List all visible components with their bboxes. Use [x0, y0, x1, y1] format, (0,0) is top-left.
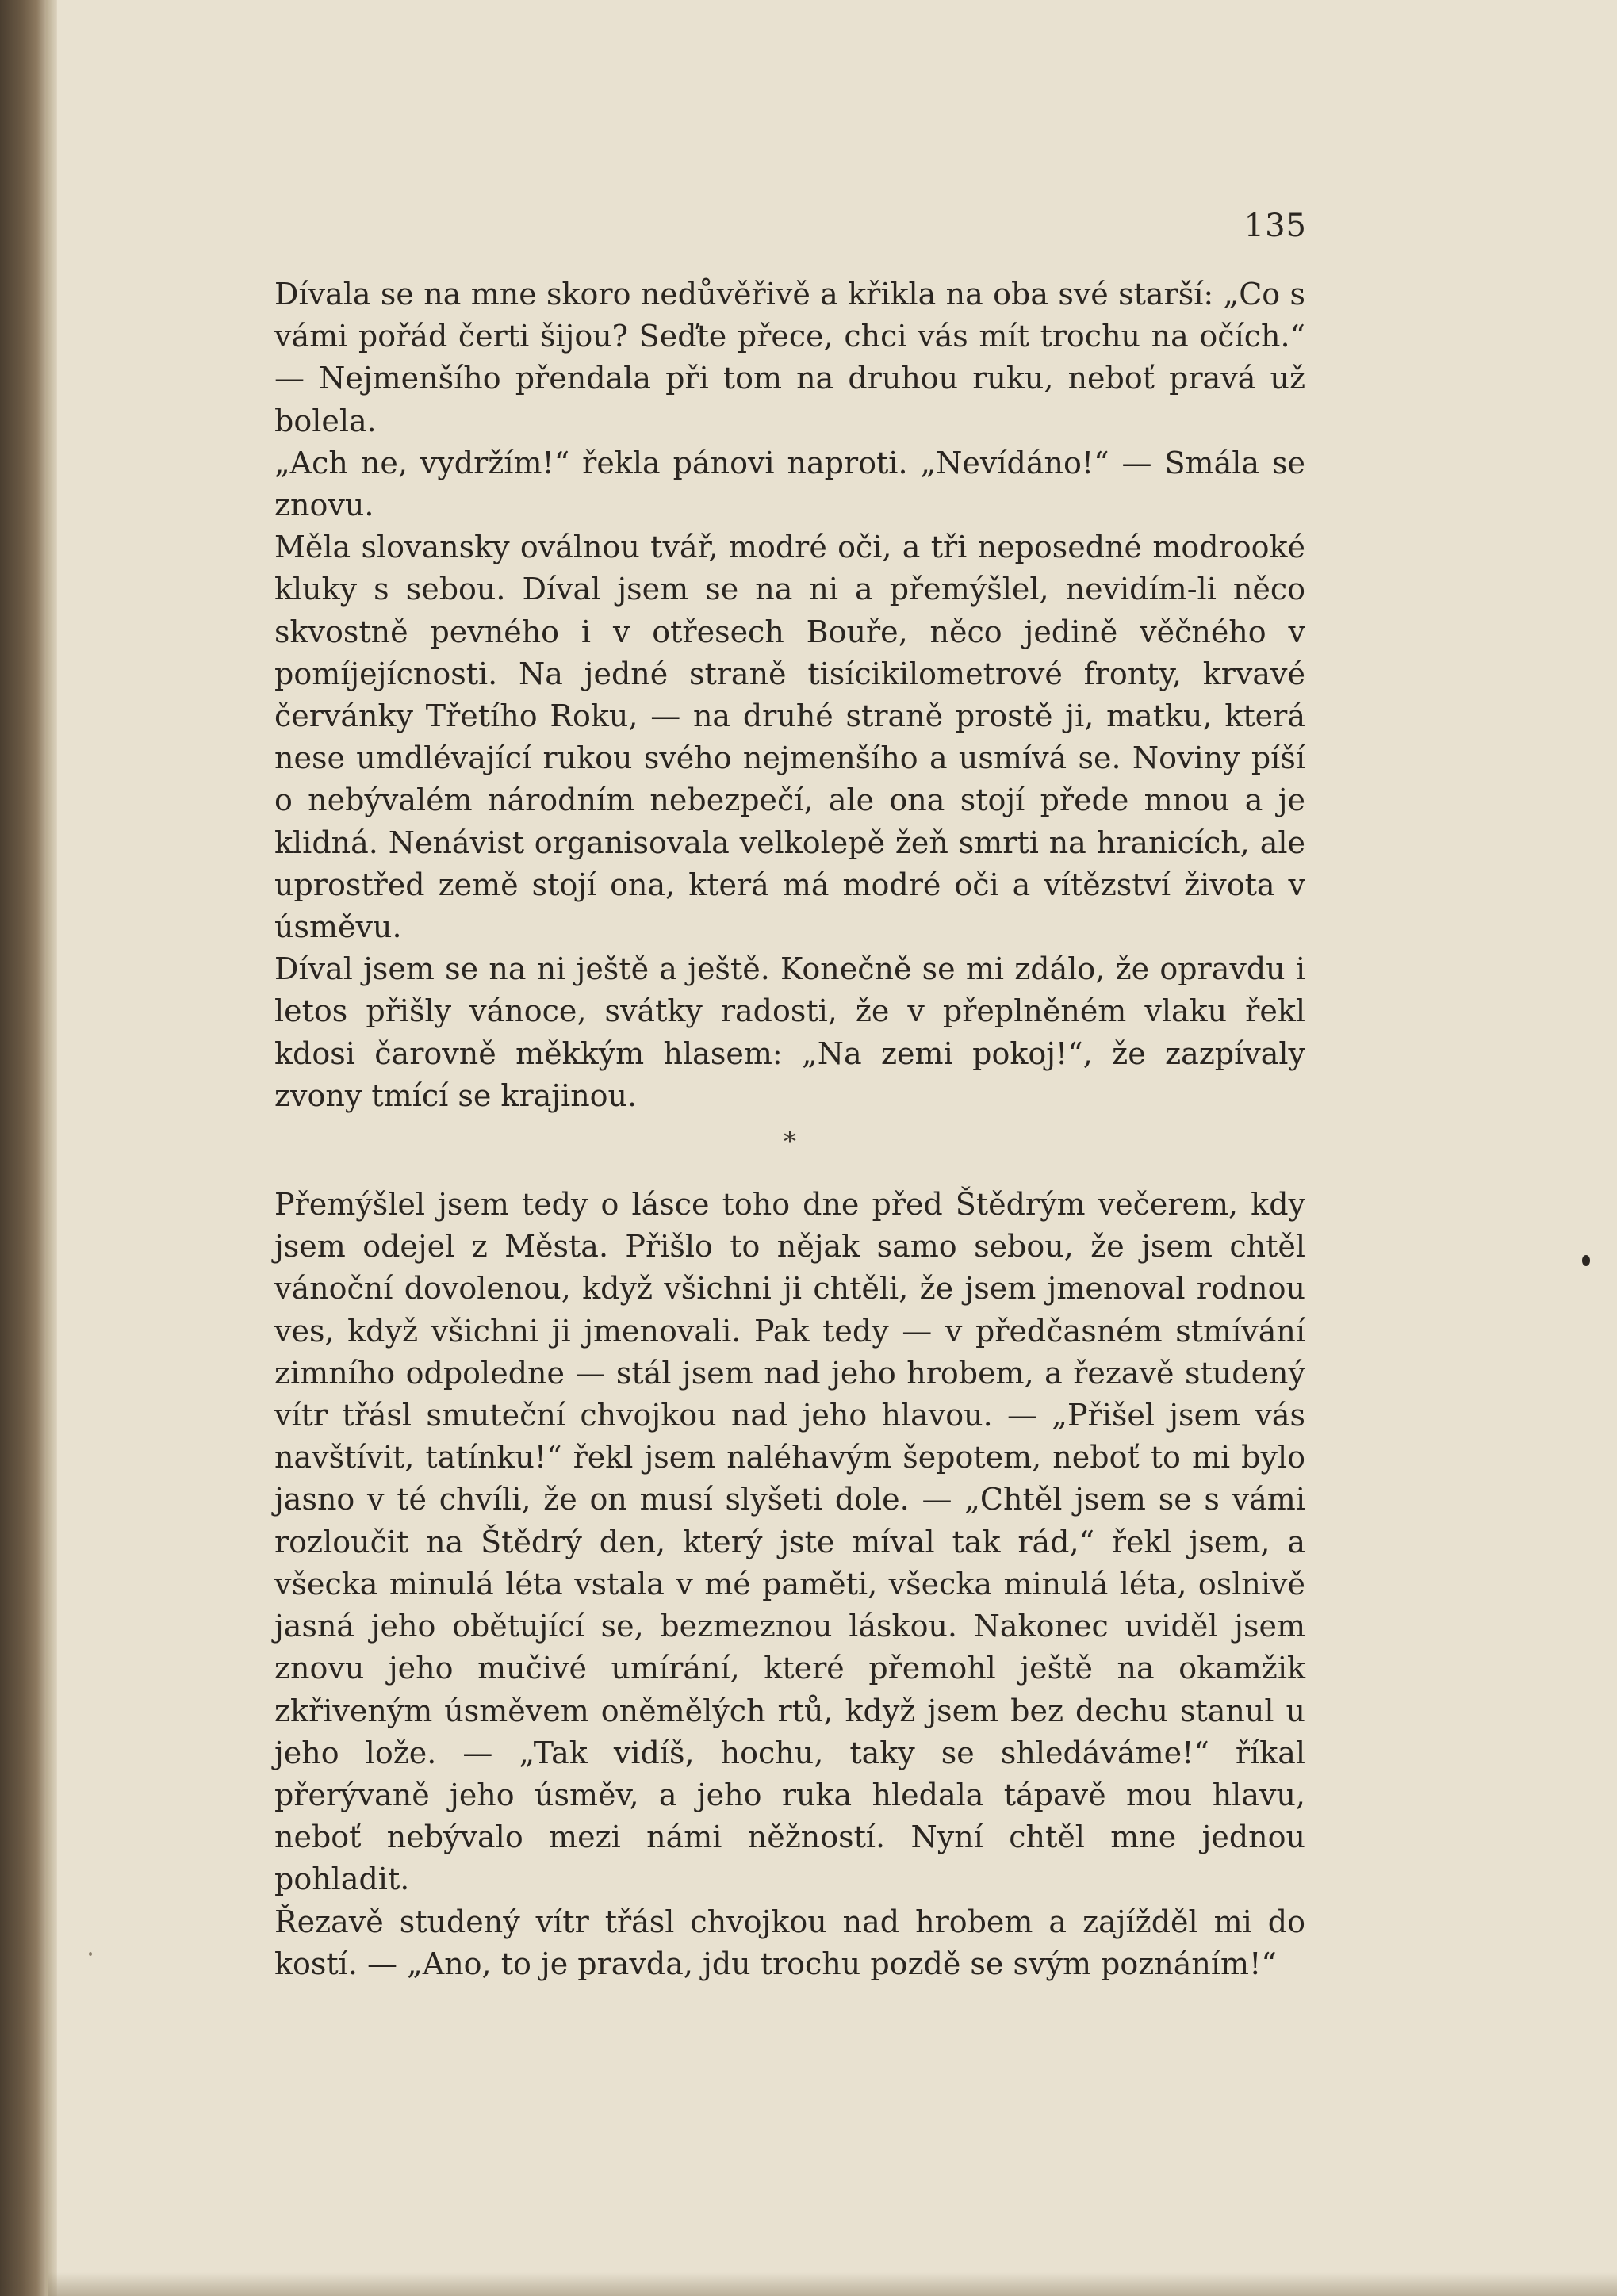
paragraph: Měla slovansky oválnou tvář, modré oči, a tři neposedné modrooké kluky s sebou. Díval jsem se na ni a přemýšlel, nevidím-li něco skvostně pevného i v otřesech Bouře, něco jedině věčného v pomíjejícnosti. Na jedné straně tisícikilometrové fronty, krvavé červánky Třetího Roku, — na druhé straně prostě ji, matku, která nese umdlévající rukou svého nejmenšího a usmívá se. Noviny píší o nebývalém národním nebezpečí, ale ona stojí přede mnou a je klidná. Nenávist organisovala velkolepě žeň smrti na hranicích, ale uprostřed země stojí ona, která má modré oči a vítězství života v úsměvu.	[274, 530, 1305, 945]
paragraph: Řezavě studený vítr třásl chvojkou nad hrobem a zajížděl mi do kostí. — „Ano, to je pravda, jdu trochu pozdě se svým poznáním!“	[274, 1904, 1305, 1981]
paper-speck	[89, 1952, 92, 1956]
body-text	[274, 274, 1305, 1985]
paragraph: „Ach ne, vydržím!“ řekla pánovi naproti. „Nevídáno!“ — Smála se znovu.	[274, 445, 1305, 523]
paragraph: Díval jsem se na ni ještě a ještě. Konečně se mi zdálo, že opravdu i letos přišly vánoce, svátky radosti, že v přeplněném vlaku řekl kdosi čarovně měkkým hlasem: „Na zemi pokoj!“, že zazpívaly zvony tmící se krajinou.	[274, 951, 1305, 1113]
paragraph: Přemýšlel jsem tedy o lásce toho dne před Štědrým večerem, kdy jsem odejel z Města. Přišlo to nějak samo sebou, že jsem chtěl vánoční dovolenou, když všichni ji chtěli, že jsem jmenoval rodnou ves, když všichni ji jmenovali. Pak tedy — v předčasném stmívání zimního odpoledne — stál jsem nad jeho hrobem, a řezavě studený vítr třásl smuteční chvojkou nad jeho hlavou. — „Přišel jsem vás navštívit, tatínku!“ řekl jsem naléhavým šepotem, neboť to mi bylo jasno v té chvíli, že on musí slyšeti dole. — „Chtěl jsem se s vámi rozloučit na Štědrý den, který jste míval tak rád,“ řekl jsem, a všecka minulá léta vstala v mé paměti, všecka minulá léta, oslnivě jasná jeho obětující se, bezmeznou láskou. Nakonec uviděl jsem znovu jeho mučivé umírání, které přemohl ještě na okamžik zkřiveným úsměvem oněmělých rtů, když jsem bez dechu stanul u jeho lože. — „Tak vidíš, hochu, taky se shledáváme!“ říkal přerývaně jeho úsměv, a jeho ruka hledala tápavě mou hlavu, neboť nebývalo mezi námi něžností. Nyní chtěl mne jednou pohladit.	[274, 1187, 1305, 1897]
bottom-edge-shadow	[48, 2272, 1617, 2296]
paragraph: Dívala se na mne skoro nedůvěřivě a křikla na oba své starší: „Co s vámi pořád čerti šijou? Seďte přece, chci vás mít trochu na očích.“ — Nejmenšího přendala při tom na druhou ruku, neboť pravá už bolela.	[274, 277, 1305, 438]
section-separator: *	[784, 1127, 796, 1158]
page-edge	[46, 0, 57, 2296]
ink-spot	[1582, 1255, 1590, 1266]
page-number: 135	[1243, 208, 1307, 244]
book-binding-shadow	[0, 0, 49, 2296]
